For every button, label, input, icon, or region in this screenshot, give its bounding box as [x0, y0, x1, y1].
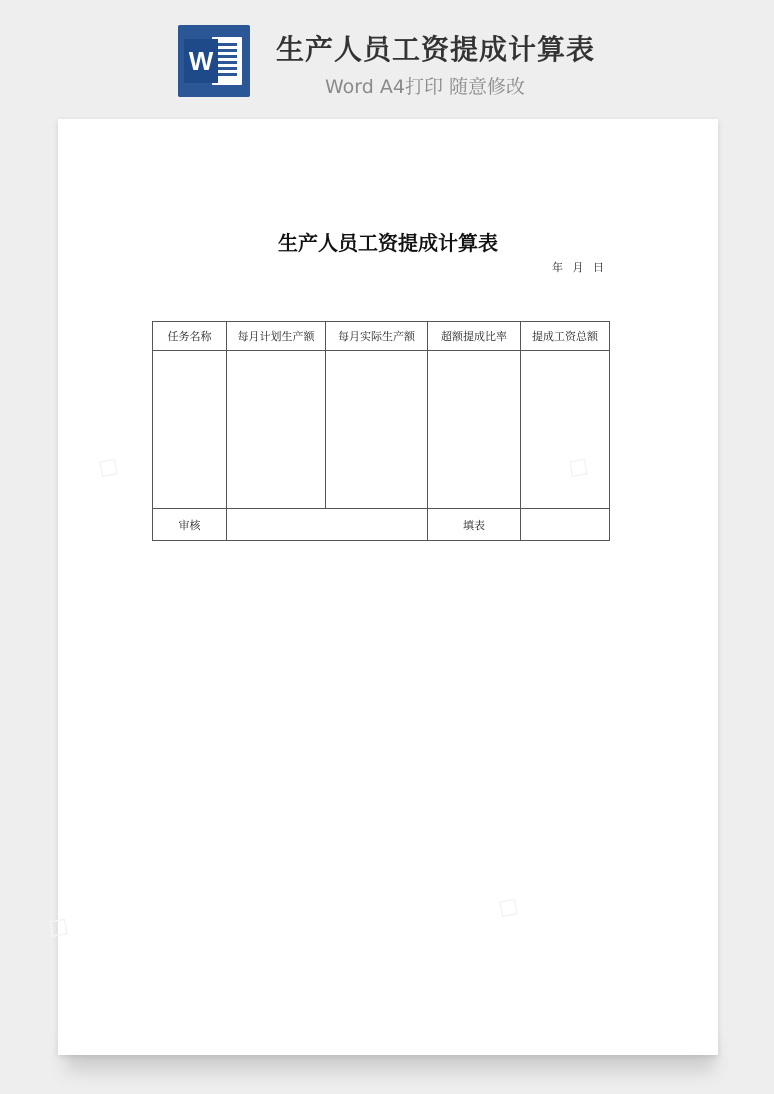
- review-value-cell[interactable]: [227, 509, 428, 541]
- document-title: 生产人员工资提成计算表: [278, 231, 498, 255]
- header-cell-planned-output: 每月计划生产额: [227, 322, 326, 351]
- commission-total-cell[interactable]: [521, 351, 610, 509]
- header-cell-task-name: 任务名称: [153, 322, 227, 351]
- watermark: ◇: [490, 885, 530, 928]
- header-subtitle: Word A4打印 随意修改: [325, 76, 526, 98]
- table-row: [153, 351, 610, 509]
- word-icon: [178, 25, 250, 97]
- table-footer-row: [153, 509, 610, 541]
- watermark: ◇: [40, 905, 80, 948]
- date-line: 年 月 日: [552, 261, 604, 274]
- watermark: ◇: [560, 445, 600, 488]
- task-name-cell[interactable]: [153, 351, 227, 509]
- filler-value-cell[interactable]: [521, 509, 610, 541]
- header-cell-commission-total: 提成工资总额: [521, 322, 610, 351]
- actual-output-cell[interactable]: [326, 351, 428, 509]
- filler-label: 填表: [428, 509, 521, 541]
- header-cell-actual-output: 每月实际生产额: [326, 322, 428, 351]
- commission-table: [152, 321, 610, 541]
- document-page: [40, 119, 718, 1055]
- planned-output-cell[interactable]: [227, 351, 326, 509]
- header-title: 生产人员工资提成计算表: [276, 33, 596, 66]
- watermark: ◇: [90, 445, 130, 488]
- review-label: 审核: [153, 509, 227, 541]
- header-cell-excess-rate: 超额提成比率: [428, 322, 521, 351]
- table-header-row: [153, 322, 610, 351]
- word-letter: W: [184, 39, 218, 83]
- excess-rate-cell[interactable]: [428, 351, 521, 509]
